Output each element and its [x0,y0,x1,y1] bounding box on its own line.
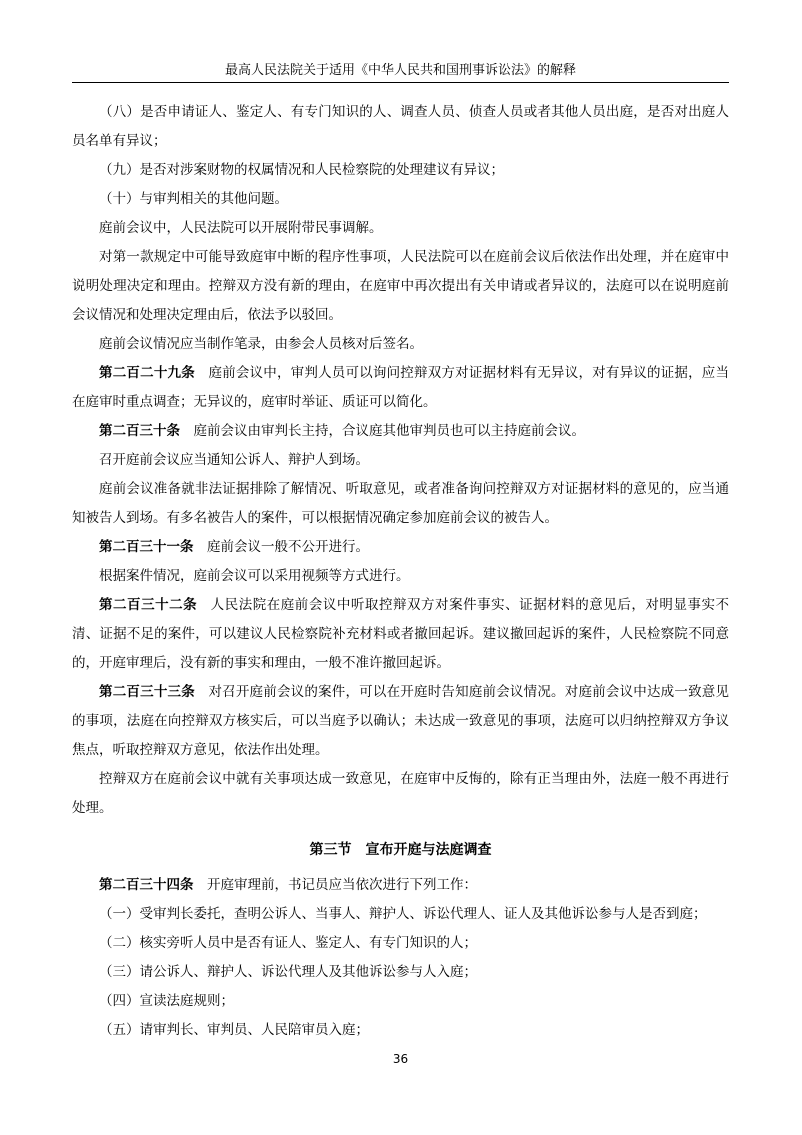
paragraph-text: 庭前会议中，审判人员可以询问控辩双方对证据材料有无异议，对有异议的证据，应当在庭审时重点调查；无异议的，庭审时举证、质证可以简化。 [72,365,730,410]
paragraph-text: 庭前会议由审判长主持，合议庭其他审判员也可以主持庭前会议。 [193,423,585,439]
paragraph-text: （十）与审判相关的其他问题。 [99,191,288,207]
section-number: 第三节 [309,842,352,858]
paragraph [72,765,729,823]
article-number: 第二百三十四条 [99,877,194,893]
paragraph [72,185,729,214]
paragraph-text: 召开庭前会议应当通知公诉人、辩护人到场。 [99,452,369,468]
paragraph-text: （三）请公诉人、辩护人、诉讼代理人及其他诉讼参与人入庭； [99,964,477,980]
article-number: 第二百三十三条 [99,684,195,700]
running-header: 最高人民法院关于适用《中华人民共和国刑事诉讼法》的解释 [224,63,576,78]
paragraph [72,475,729,533]
paragraph [72,533,729,562]
paragraph-text: 开庭审理前，书记员应当依次进行下列工作： [207,877,477,893]
paragraph-text: （八）是否申请证人、鉴定人、有专门知识的人、调查人员、侦查人员或者其他人员出庭，是否对出庭人员名单有异议； [72,104,729,149]
paragraph [72,417,729,446]
paragraph-text: 庭前会议中，人民法院可以开展附带民事调解。 [99,220,383,236]
paragraph-text: 根据案件情况，庭前会议可以采用视频等方式进行。 [99,568,410,584]
paragraph [72,562,729,591]
paragraph [72,446,729,475]
paragraph-text: 人民法院在庭前会议中听取控辩双方对案件事实、证据材料的意见后，对明显事实不清、证据不足的案件，可以建议人民检察院补充材料或者撤回起诉。建议撤回起诉的案件，人民检察院不同意的，开庭审理后，没有新的事实和理由，一般不准许撤回起诉。 [72,597,730,671]
paragraph [72,330,729,359]
paragraph [72,243,729,330]
paragraph [72,871,729,900]
section-title: 宣布开庭与法庭调查 [365,842,492,858]
paragraph-text: （一）受审判长委托，查明公诉人、当事人、辩护人、诉讼代理人、证人及其他诉讼参与人是否到庭； [99,906,707,922]
paragraph [72,929,729,958]
section-heading [72,837,729,863]
paragraph [72,678,729,765]
article-number: 第二百二十九条 [99,365,195,381]
paragraph-text: （四）宣读法庭规则； [99,993,234,1009]
header-rule [72,82,729,83]
paragraph-text: （九）是否对涉案财物的权属情况和人民检察院的处理建议有异议； [99,162,504,178]
paragraph-text: （二）核实旁听人员中是否有证人、鉴定人、有专门知识的人； [99,935,477,951]
paragraph [72,958,729,987]
paragraph-text: 庭前会议准备就非法证据排除了解情况、听取意见，或者准备询问控辩双方对证据材料的意见的，应当通知被告人到场。有多名被告人的案件，可以根据情况确定参加庭前会议的被告人。 [72,481,729,526]
paragraph-text: 控辩双方在庭前会议中就有关事项达成一致意见，在庭审中反悔的，除有正当理由外，法庭一般不再进行处理。 [72,771,729,816]
article-number: 第二百三十一条 [99,539,194,555]
paragraph [72,214,729,243]
paragraph [72,156,729,185]
paragraph-text: 庭前会议情况应当制作笔录，由参会人员核对后签名。 [99,336,423,352]
article-number: 第二百三十二条 [99,597,198,613]
page-number: 36 [392,1052,409,1066]
paragraph [72,98,729,156]
paragraphs-after-section [72,871,729,1045]
document-body [72,98,729,1045]
paragraph-text: （五）请审判长、审判员、人民陪审员入庭； [99,1022,369,1038]
paragraph [72,359,729,417]
paragraph [72,591,729,678]
paragraph-text: 对第一款规定中可能导致庭审中断的程序性事项，人民法院可以在庭前会议后依法作出处理，并在庭审中说明处理决定和理由。控辩双方没有新的理由，在庭审中再次提出有关申请或者异议的，法庭可以在说明庭前会议情况和处理决定理由后，依法予以驳回。 [72,249,729,323]
paragraph-text: 庭前会议一般不公开进行。 [207,539,369,555]
paragraphs-before-section [72,98,729,823]
article-number: 第二百三十条 [99,423,180,439]
paragraph [72,1016,729,1045]
paragraph [72,900,729,929]
paragraph [72,987,729,1016]
paragraph-text: 对召开庭前会议的案件，可以在开庭时告知庭前会议情况。对庭前会议中达成一致意见的事项，法庭在向控辩双方核实后，可以当庭予以确认；未达成一致意见的事项，法庭可以归纳控辩双方争议焦点，听取控辩双方意见，依法作出处理。 [72,684,730,758]
